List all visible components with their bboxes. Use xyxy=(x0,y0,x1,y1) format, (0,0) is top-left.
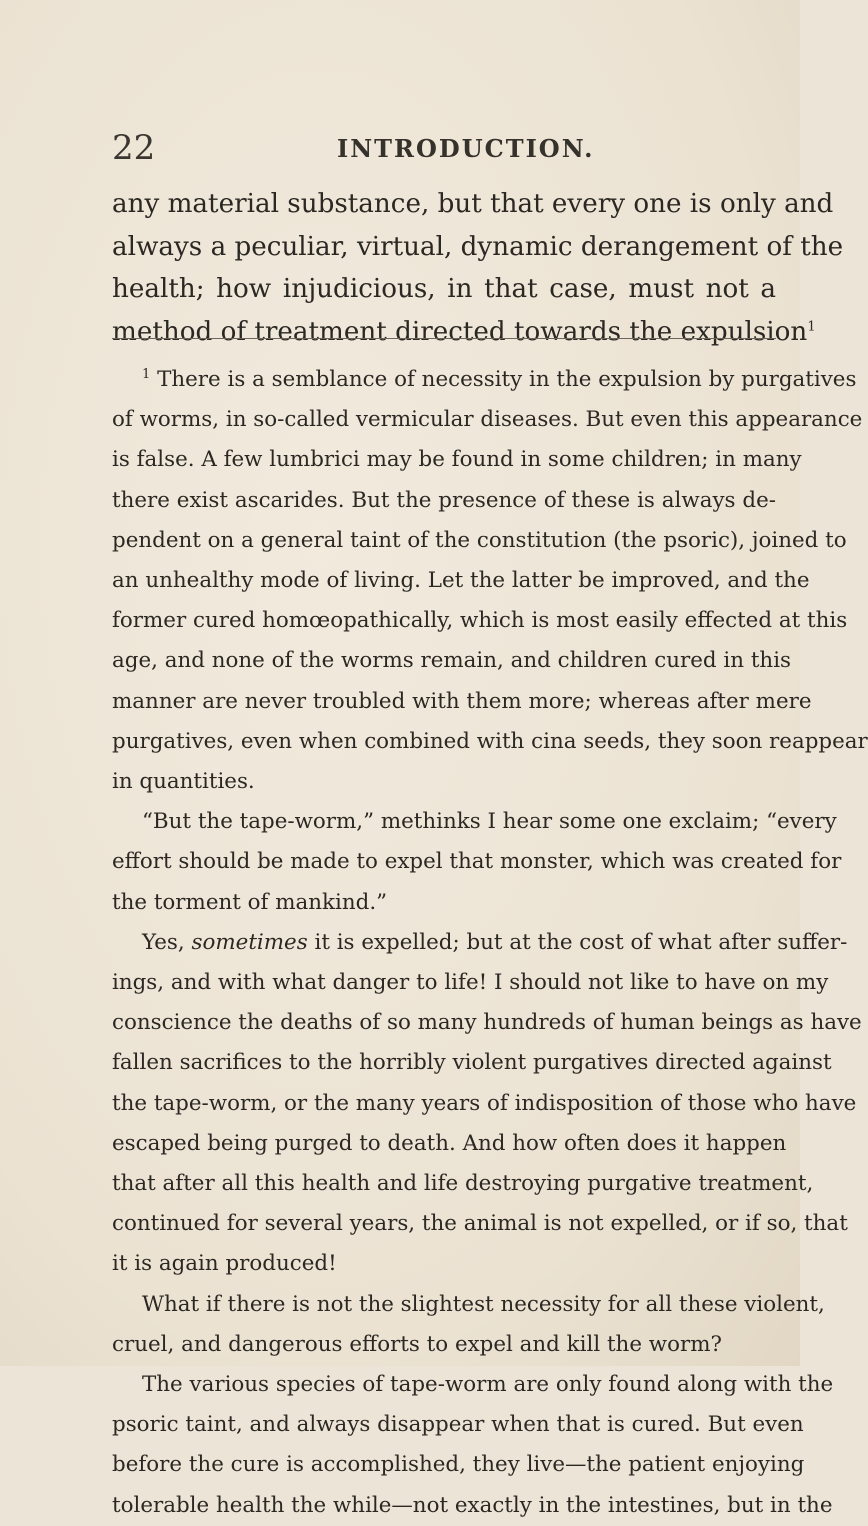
page-number: 22 xyxy=(112,128,156,168)
footnote-line: former cured homœopathically, which is most easily effected at this xyxy=(112,608,848,634)
footnote-line: of worms, in so-called vermicular diseases. But even this appearance xyxy=(112,407,863,433)
footnote-line: tolerable health the while—not exactly in the intestines, but in the xyxy=(112,1492,833,1518)
footnote-line-text: There is a semblance of necessity in the expulsion by purgatives xyxy=(157,367,857,392)
footnote-line: the tape-worm, or the many years of indisposition of those who have xyxy=(112,1090,857,1116)
footnote-text: it is expelled; but at the cost of what after suffer- xyxy=(314,929,848,955)
footnote-divider xyxy=(112,338,776,339)
footnote-line: that after all this health and life destroying purgative treatment, xyxy=(112,1171,814,1197)
footnote-line: age, and none of the worms remain, and children cured in this xyxy=(112,648,792,674)
main-line: always a peculiar, virtual, dynamic derangement of the xyxy=(112,231,844,262)
footnote-line: psoric taint, and always disappear when that is cured. But even xyxy=(112,1412,804,1438)
footnote-reference: 1 xyxy=(807,318,816,334)
footnote-line: ings, and with what danger to life! I should not like to have on my xyxy=(112,970,829,996)
footnote-line: What if there is not the slightest necessity for all these violent, xyxy=(142,1291,825,1317)
footnote-line: cruel, and dangerous efforts to expel and kill the worm? xyxy=(112,1331,722,1357)
footnote-line: The various species of tape-worm are only found along with the xyxy=(142,1372,834,1398)
running-head: INTRODUCTION. xyxy=(337,134,595,163)
footnote-line: the torment of mankind.” xyxy=(112,889,388,915)
footnote-line: before the cure is accomplished, they live—the patient enjoying xyxy=(112,1452,805,1478)
footnote-line: fallen sacrifices to the horribly violent purgatives directed against xyxy=(112,1050,832,1076)
footnote-line: an unhealthy mode of living. Let the latter be improved, and the xyxy=(112,568,810,594)
footnote-line: in quantities. xyxy=(112,769,255,795)
main-line: any material substance, but that every one is only and xyxy=(112,189,834,219)
footnote-line: effort should be made to expel that monster, which was created for xyxy=(112,849,842,875)
footnote-line: manner are never troubled with them more; whereas after mere xyxy=(112,688,812,714)
footnote xyxy=(112,360,868,1526)
footnote-marker: 1 xyxy=(142,366,151,382)
footnote-line xyxy=(112,360,857,400)
footnote-line: is false. A few lumbrici may be found in some children; in many xyxy=(112,447,802,473)
footnote-line: conscience the deaths of so many hundreds of human beings as have xyxy=(112,1010,862,1036)
page-header xyxy=(112,128,772,168)
footnote-line: purgatives, even when combined with cina seeds, they soon reappear xyxy=(112,728,868,754)
footnote-line: there exist ascarides. But the presence of these is always de- xyxy=(112,487,776,513)
footnote-line: escaped being purged to death. And how often does it happen xyxy=(112,1130,787,1156)
main-line: health; how injudicious, in that case, must not a xyxy=(112,274,776,304)
footnote-italic-text: sometimes xyxy=(191,929,308,955)
footnote-line: continued for several years, the animal is not expelled, or if so, that xyxy=(112,1211,848,1237)
footnote-line xyxy=(112,923,848,963)
main-text xyxy=(112,183,844,353)
footnote-line: pendent on a general taint of the constitution (the psoric), joined to xyxy=(112,527,847,553)
main-line xyxy=(112,311,816,354)
footnote-line: “But the tape-worm,” methinks I hear some one exclaim; “every xyxy=(142,809,837,835)
footnote-text: Yes, xyxy=(142,929,185,955)
main-line-text: method of treatment directed towards the expulsion xyxy=(112,316,808,347)
footnote-line: it is again produced! xyxy=(112,1251,337,1277)
